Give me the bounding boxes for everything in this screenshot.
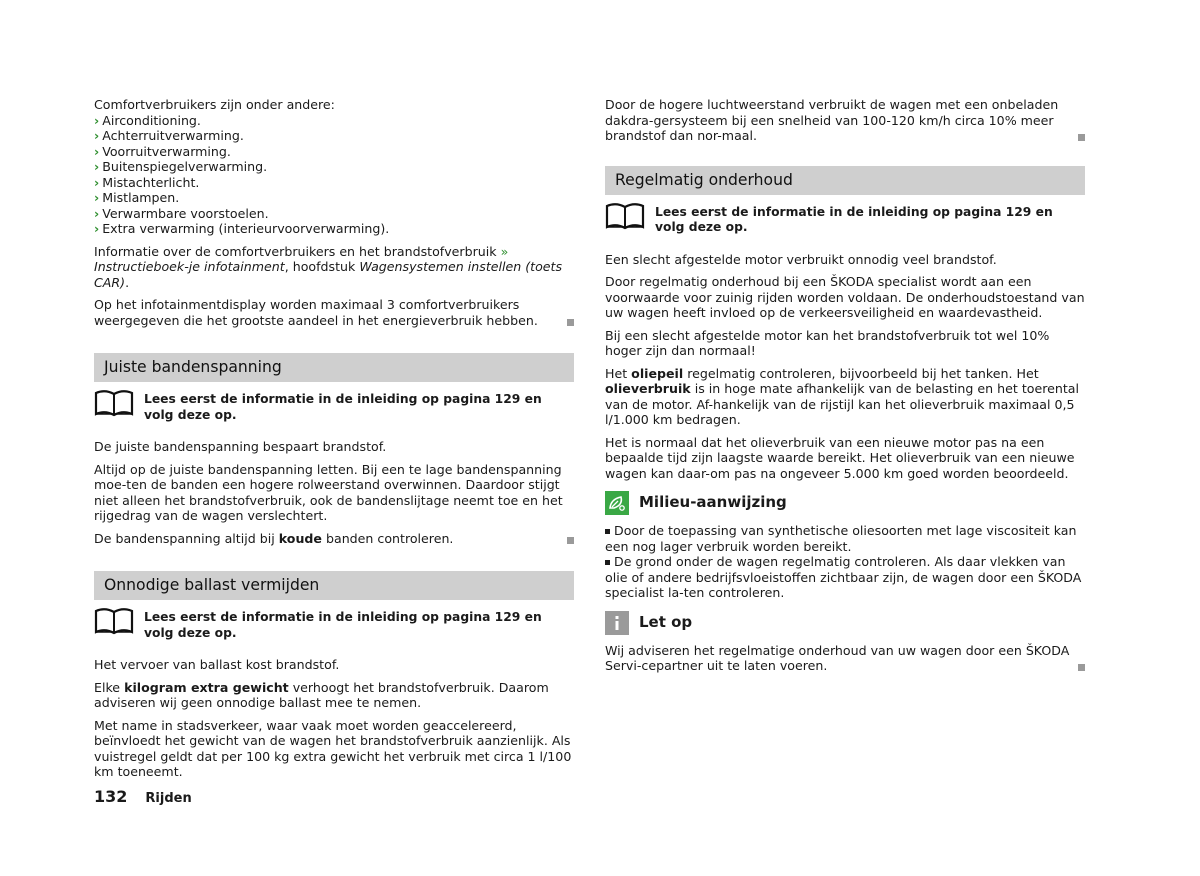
list-item: › Achterruitverwarming. <box>94 128 244 143</box>
tip-note-header <box>605 611 1085 635</box>
paragraph: Door de hogere luchtweerstand verbruikt de wagen met een onbeladen dakdra-gersysteem bij een snelheid van 100-120 km/h circa 10% meer brandstof dan nor-maal. <box>605 97 1085 144</box>
section-title-ballast: Onnodige ballast vermijden <box>94 571 574 600</box>
list-item: › Extra verwarming (interieurvoorverwarming). <box>94 221 390 236</box>
read-note: Lees eerst de informatie in de inleiding op pagina 129 en volg deze op. <box>605 205 1085 236</box>
paragraph: Het vervoer van ballast kost brandstof. <box>94 657 340 672</box>
reference-arrow-icon[interactable]: » <box>500 243 509 259</box>
comfort-list <box>94 113 574 237</box>
paragraph: Wij adviseren het regelmatige onderhoud van uw wagen door een ŠKODA Servi-cepartner uit te laten voeren. <box>605 643 1085 674</box>
eco-note-header <box>605 491 1085 515</box>
paragraph: Het oliepeil regelmatig controleren, bijvoorbeeld bij het tanken. Het olieverbruik is in hoge mate afhankelijk van de belasting en het toerental van de motor. Af-hankelijk van de rijstijl kan het olieverbruik maximaal 0,5 l/1.000 km bedragen. <box>605 365 1079 427</box>
end-mark-icon <box>1078 134 1085 141</box>
eco-bullet: Door de toepassing van synthetische oliesoorten met lage viscositeit kan een nog lager verbruik worden bereikt. <box>605 523 1077 554</box>
list-item: › Verwarmbare voorstoelen. <box>94 205 269 221</box>
chevron-right-icon: › <box>94 174 100 190</box>
paragraph: Elke kilogram extra gewicht verhoogt het brandstofverbruik. Daarom adviseren wij geen onnodige ballast mee te nemen. <box>94 679 549 710</box>
list-item: › Mistachterlicht. <box>94 174 200 190</box>
eco-bullet: De grond onder de wagen regelmatig controleren. Als daar vlekken van olie of andere bedrijfsvloeistoffen zichtbaar zijn, de wagen door een ŠKODA specialist la-ten controleren. <box>605 554 1082 600</box>
chevron-right-icon: › <box>94 190 100 205</box>
list-item: › Mistlampen. <box>94 190 180 205</box>
page-number: 132 <box>94 787 128 806</box>
section-title-tyre-pressure: Juiste bandenspanning <box>94 353 574 382</box>
read-note: Lees eerst de informatie in de inleiding op pagina 129 en volg deze op. <box>94 392 574 423</box>
paragraph: Met name in stadsverkeer, waar vaak moet worden geaccelereerd, beïnvloedt het gewicht van de wagen het brandstofverbruik aanzienlijk. Als vuistregel geldt dat per 100 kg extra gewicht het verbruik met circa 1 l/100 km toeneemt. <box>94 717 572 779</box>
chapter-title: Rijden <box>145 791 192 806</box>
end-mark-icon <box>567 319 574 326</box>
book-icon <box>94 607 134 635</box>
end-mark-icon <box>1078 664 1085 671</box>
book-icon <box>94 389 134 417</box>
infotainment-reference: Informatie over de comfortverbruikers en het brandstofverbruik » Instructieboek-je infotainment, hoofdstuk Wagensystemen instellen (toets CAR). <box>94 243 563 290</box>
list-item: › Voorruitverwarming. <box>94 143 231 159</box>
intro-text: Comfortverbruikers zijn onder andere: <box>94 97 335 112</box>
chevron-right-icon: › <box>94 205 100 221</box>
right-column <box>605 97 1085 681</box>
paragraph: Een slecht afgestelde motor verbruikt onnodig veel brandstof. <box>605 251 997 267</box>
paragraph: Altijd op de juiste bandenspanning letten. Bij een te lage bandenspanning moe-ten de banden een hogere rolweerstand overwinnen. Daardoor stijgt niet alleen het brandstofverbruik, ook de bandenslijtage neemt toe en het rijgedrag van de wagen verslechtert. <box>94 461 563 523</box>
paragraph: De bandenspanning altijd bij koude banden controleren. <box>94 531 574 547</box>
paragraph: Bij een slecht afgestelde motor kan het brandstofverbruik tot wel 10% hoger zijn dan normaal! <box>605 327 1050 358</box>
left-column <box>94 97 574 787</box>
paragraph: Door regelmatig onderhoud bij een ŠKODA specialist wordt aan een voorwaarde voor zuinig rijden worden voldaan. De onderhoudstoestand van uw wagen heeft invloed op de verkeersveiligheid en waardevastheid. <box>605 274 1085 320</box>
tip-note-title: Let op <box>639 612 693 631</box>
manual-link[interactable]: Instructieboek-je infotainment <box>94 259 285 274</box>
eco-leaf-icon <box>605 491 629 515</box>
display-text: Op het infotainmentdisplay worden maximaal 3 comfortverbruikers weergegeven die het grootste aandeel in het energieverbruik hebben. <box>94 297 574 328</box>
bullet-icon <box>605 560 610 565</box>
page-footer <box>94 787 192 806</box>
chevron-right-icon: › <box>94 221 100 236</box>
chevron-right-icon: › <box>94 128 100 143</box>
end-mark-icon <box>567 537 574 544</box>
eco-note-title: Milieu-aanwijzing <box>639 493 787 512</box>
list-item: › Airconditioning. <box>94 112 201 128</box>
chevron-right-icon: › <box>94 159 100 174</box>
section-title-maintenance: Regelmatig onderhoud <box>605 166 1085 195</box>
bullet-icon <box>605 529 610 534</box>
chevron-right-icon: › <box>94 112 100 128</box>
list-item: › Buitenspiegelverwarming. <box>94 159 268 174</box>
chevron-right-icon: › <box>94 143 100 159</box>
info-i-icon <box>605 611 629 635</box>
book-icon <box>605 202 645 230</box>
read-note: Lees eerst de informatie in de inleiding op pagina 129 en volg deze op. <box>94 610 574 641</box>
paragraph: De juiste bandenspanning bespaart brandstof. <box>94 439 387 454</box>
paragraph: Het is normaal dat het olieverbruik van een nieuwe motor pas na een bepaalde tijd zijn laagste waarde bereikt. Het olieverbruik van een nieuwe wagen kan daar-om pas na ongeveer 5.000 km goed worden beoordeeld. <box>605 434 1075 481</box>
